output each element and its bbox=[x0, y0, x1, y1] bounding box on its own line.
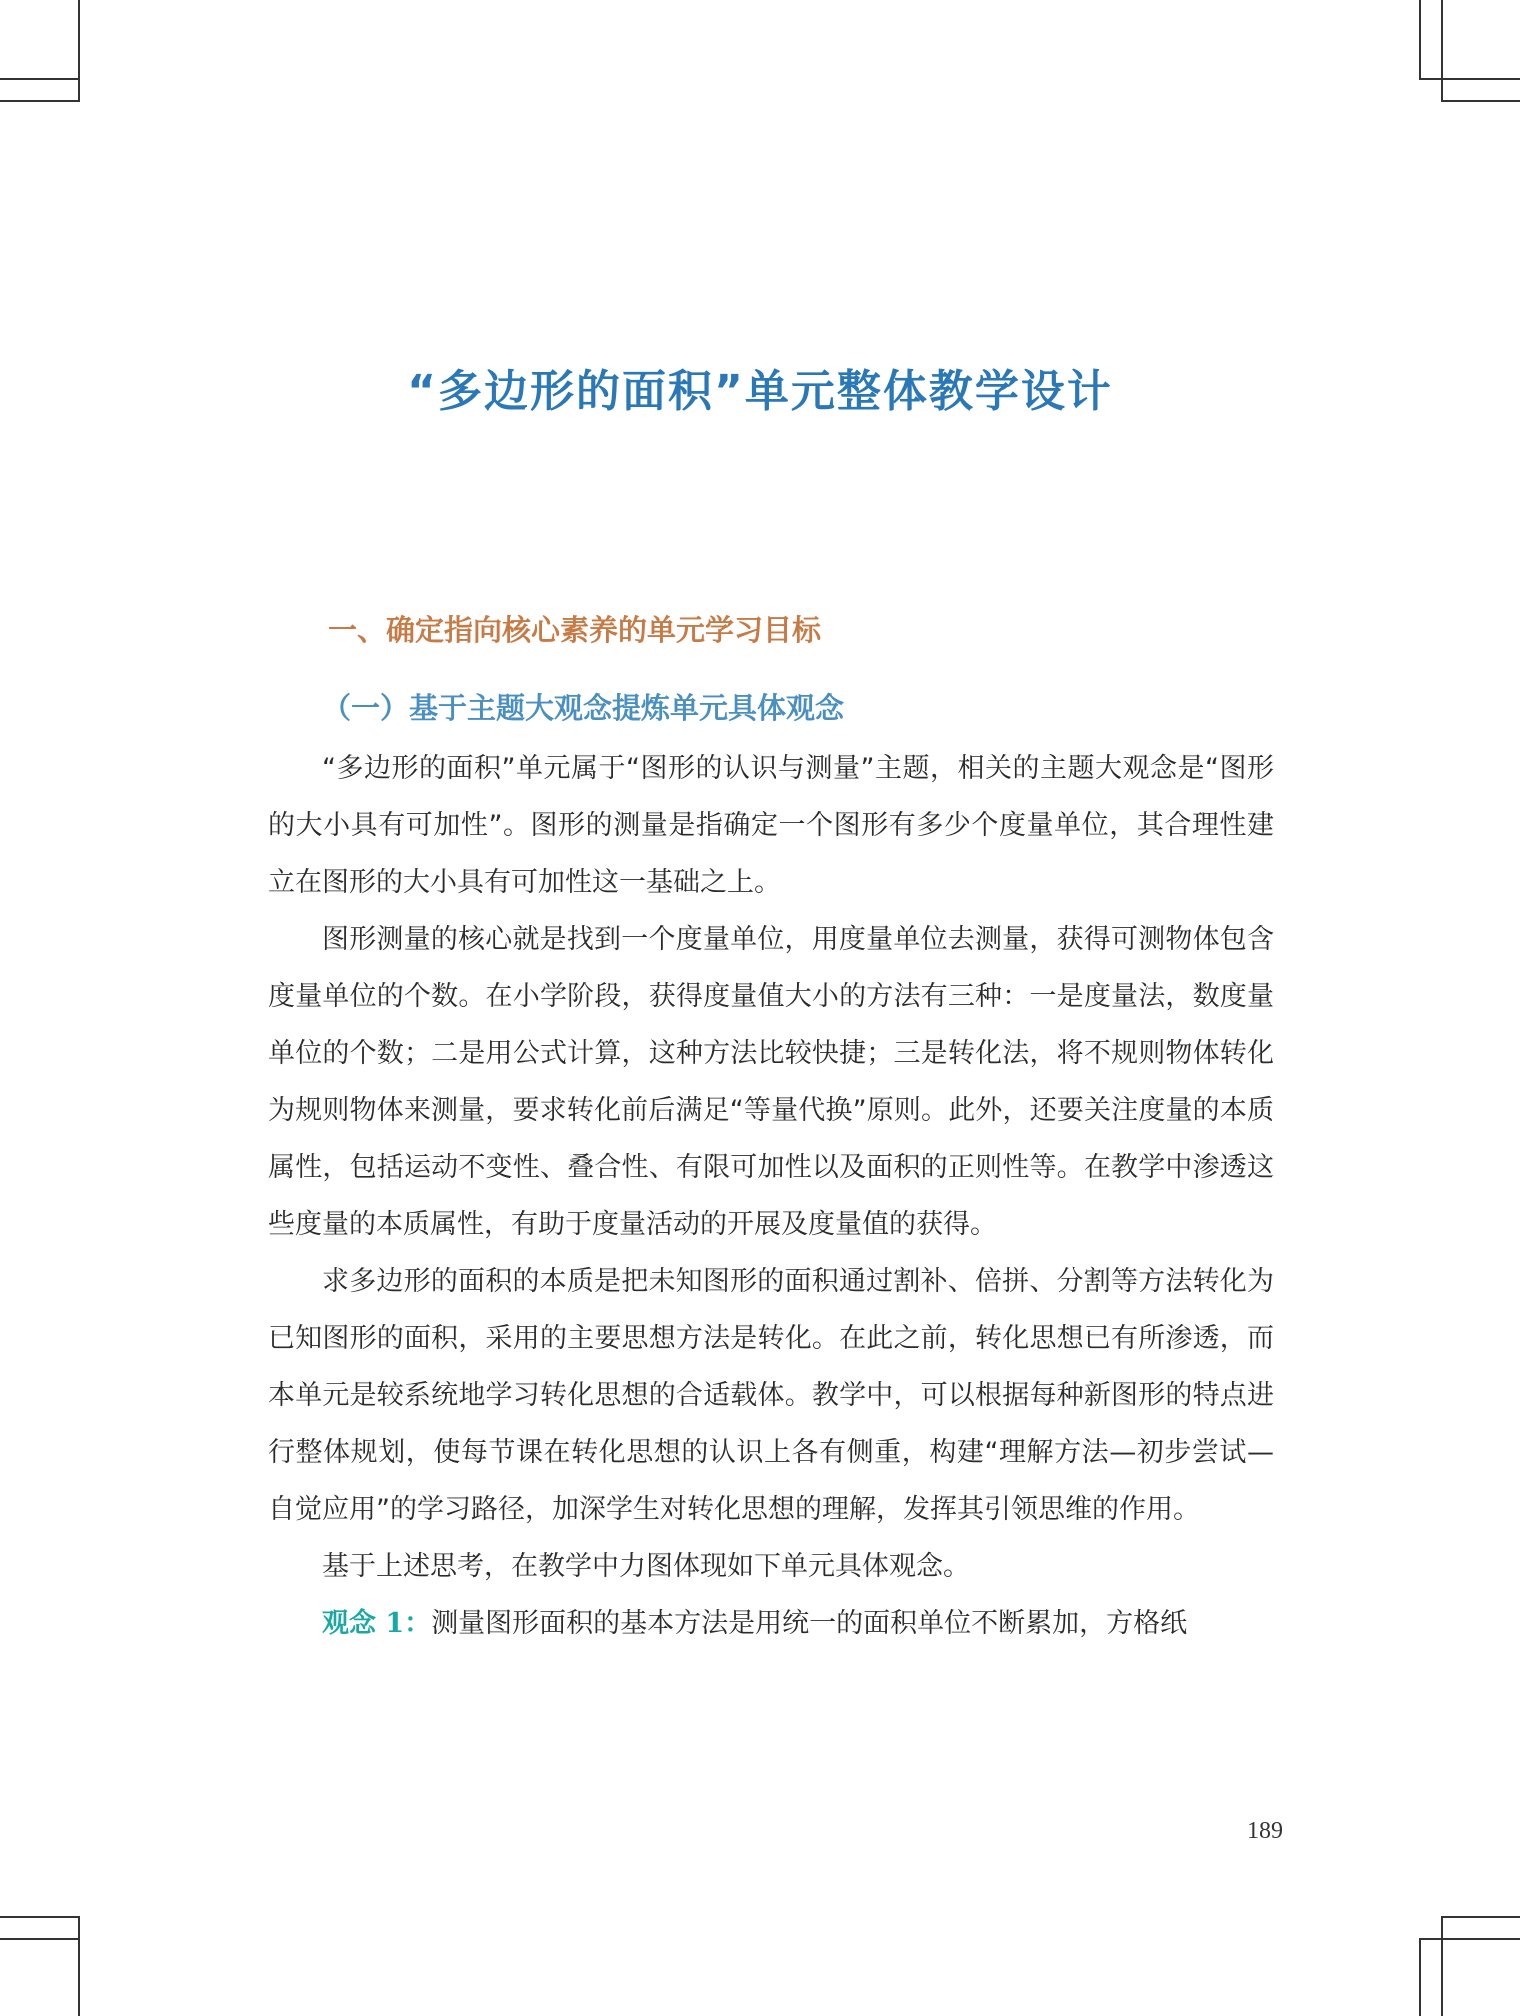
concept-paragraph bbox=[268, 1595, 1274, 1652]
crop-mark-top-right-horizontal-2 bbox=[1441, 100, 1520, 102]
crop-mark-bottom-right-vertical-2 bbox=[1441, 1916, 1443, 2016]
body-text bbox=[268, 740, 1274, 1652]
crop-mark-top-left-horizontal-2 bbox=[0, 100, 80, 102]
crop-mark-top-left-vertical bbox=[78, 0, 80, 100]
crop-mark-top-right-vertical bbox=[1419, 0, 1421, 78]
paragraph: “多边形的面积”单元属于“图形的认识与测量”主题，相关的主题大观念是“图形的大小具有可加性”。图形的测量是指确定一个图形有多少个度量单位，其合理性建立在图形的大小具有可加性这一基础之上。 bbox=[268, 753, 1274, 898]
page-title: “多边形的面积”单元整体教学设计 bbox=[407, 366, 1113, 417]
page-number: 189 bbox=[1247, 1818, 1283, 1844]
crop-mark-bottom-left-horizontal-2 bbox=[0, 1938, 80, 1940]
crop-mark-bottom-right-horizontal bbox=[1441, 1916, 1520, 1918]
paragraph: 基于上述思考，在教学中力图体现如下单元具体观念。 bbox=[322, 1551, 970, 1582]
paragraph: 图形测量的核心就是找到一个度量单位，用度量单位去测量，获得可测物体包含度量单位的个数。在小学阶段，获得度量值大小的方法有三种：一是度量法，数度量单位的个数；二是用公式计算，这种方法比较快捷；三是转化法，将不规则物体转化为规则物体来测量，要求转化前后满足“等量代换”原则。此外，还要关注度量的本质属性，包括运动不变性、叠合性、有限可加性以及面积的正则性等。在教学中渗透这些度量的本质属性，有助于度量活动的开展及度量值的获得。 bbox=[268, 924, 1274, 1240]
crop-mark-bottom-left-vertical bbox=[78, 1916, 80, 2016]
crop-mark-top-right-horizontal bbox=[1419, 78, 1520, 80]
concept-text: 测量图形面积的基本方法是用统一的面积单位不断累加，方格纸 bbox=[431, 1608, 1188, 1639]
crop-mark-bottom-left-horizontal bbox=[0, 1916, 80, 1918]
section-heading: 一、确定指向核心素养的单元学习目标 bbox=[328, 613, 822, 647]
paragraph: 求多边形的面积的本质是把未知图形的面积通过割补、倍拼、分割等方法转化为已知图形的面积，采用的主要思想方法是转化。在此之前，转化思想已有所渗透，而本单元是较系统地学习转化思想的合适载体。教学中，可以根据每种新图形的特点进行整体规划，使每节课在转化思想的认识上各有侧重，构建“理解方法—初步尝试—自觉应用”的学习路径，加深学生对转化思想的理解，发挥其引领思维的作用。 bbox=[268, 1266, 1274, 1525]
subsection-heading: （一）基于主题大观念提炼单元具体观念 bbox=[322, 691, 845, 725]
concept-label: 观念 1： bbox=[322, 1608, 432, 1639]
crop-mark-bottom-right-horizontal-2 bbox=[1419, 1938, 1520, 1940]
crop-mark-top-right-vertical-2 bbox=[1441, 0, 1443, 100]
crop-mark-bottom-right-vertical bbox=[1419, 1938, 1421, 2016]
crop-mark-top-left-horizontal bbox=[0, 78, 80, 80]
